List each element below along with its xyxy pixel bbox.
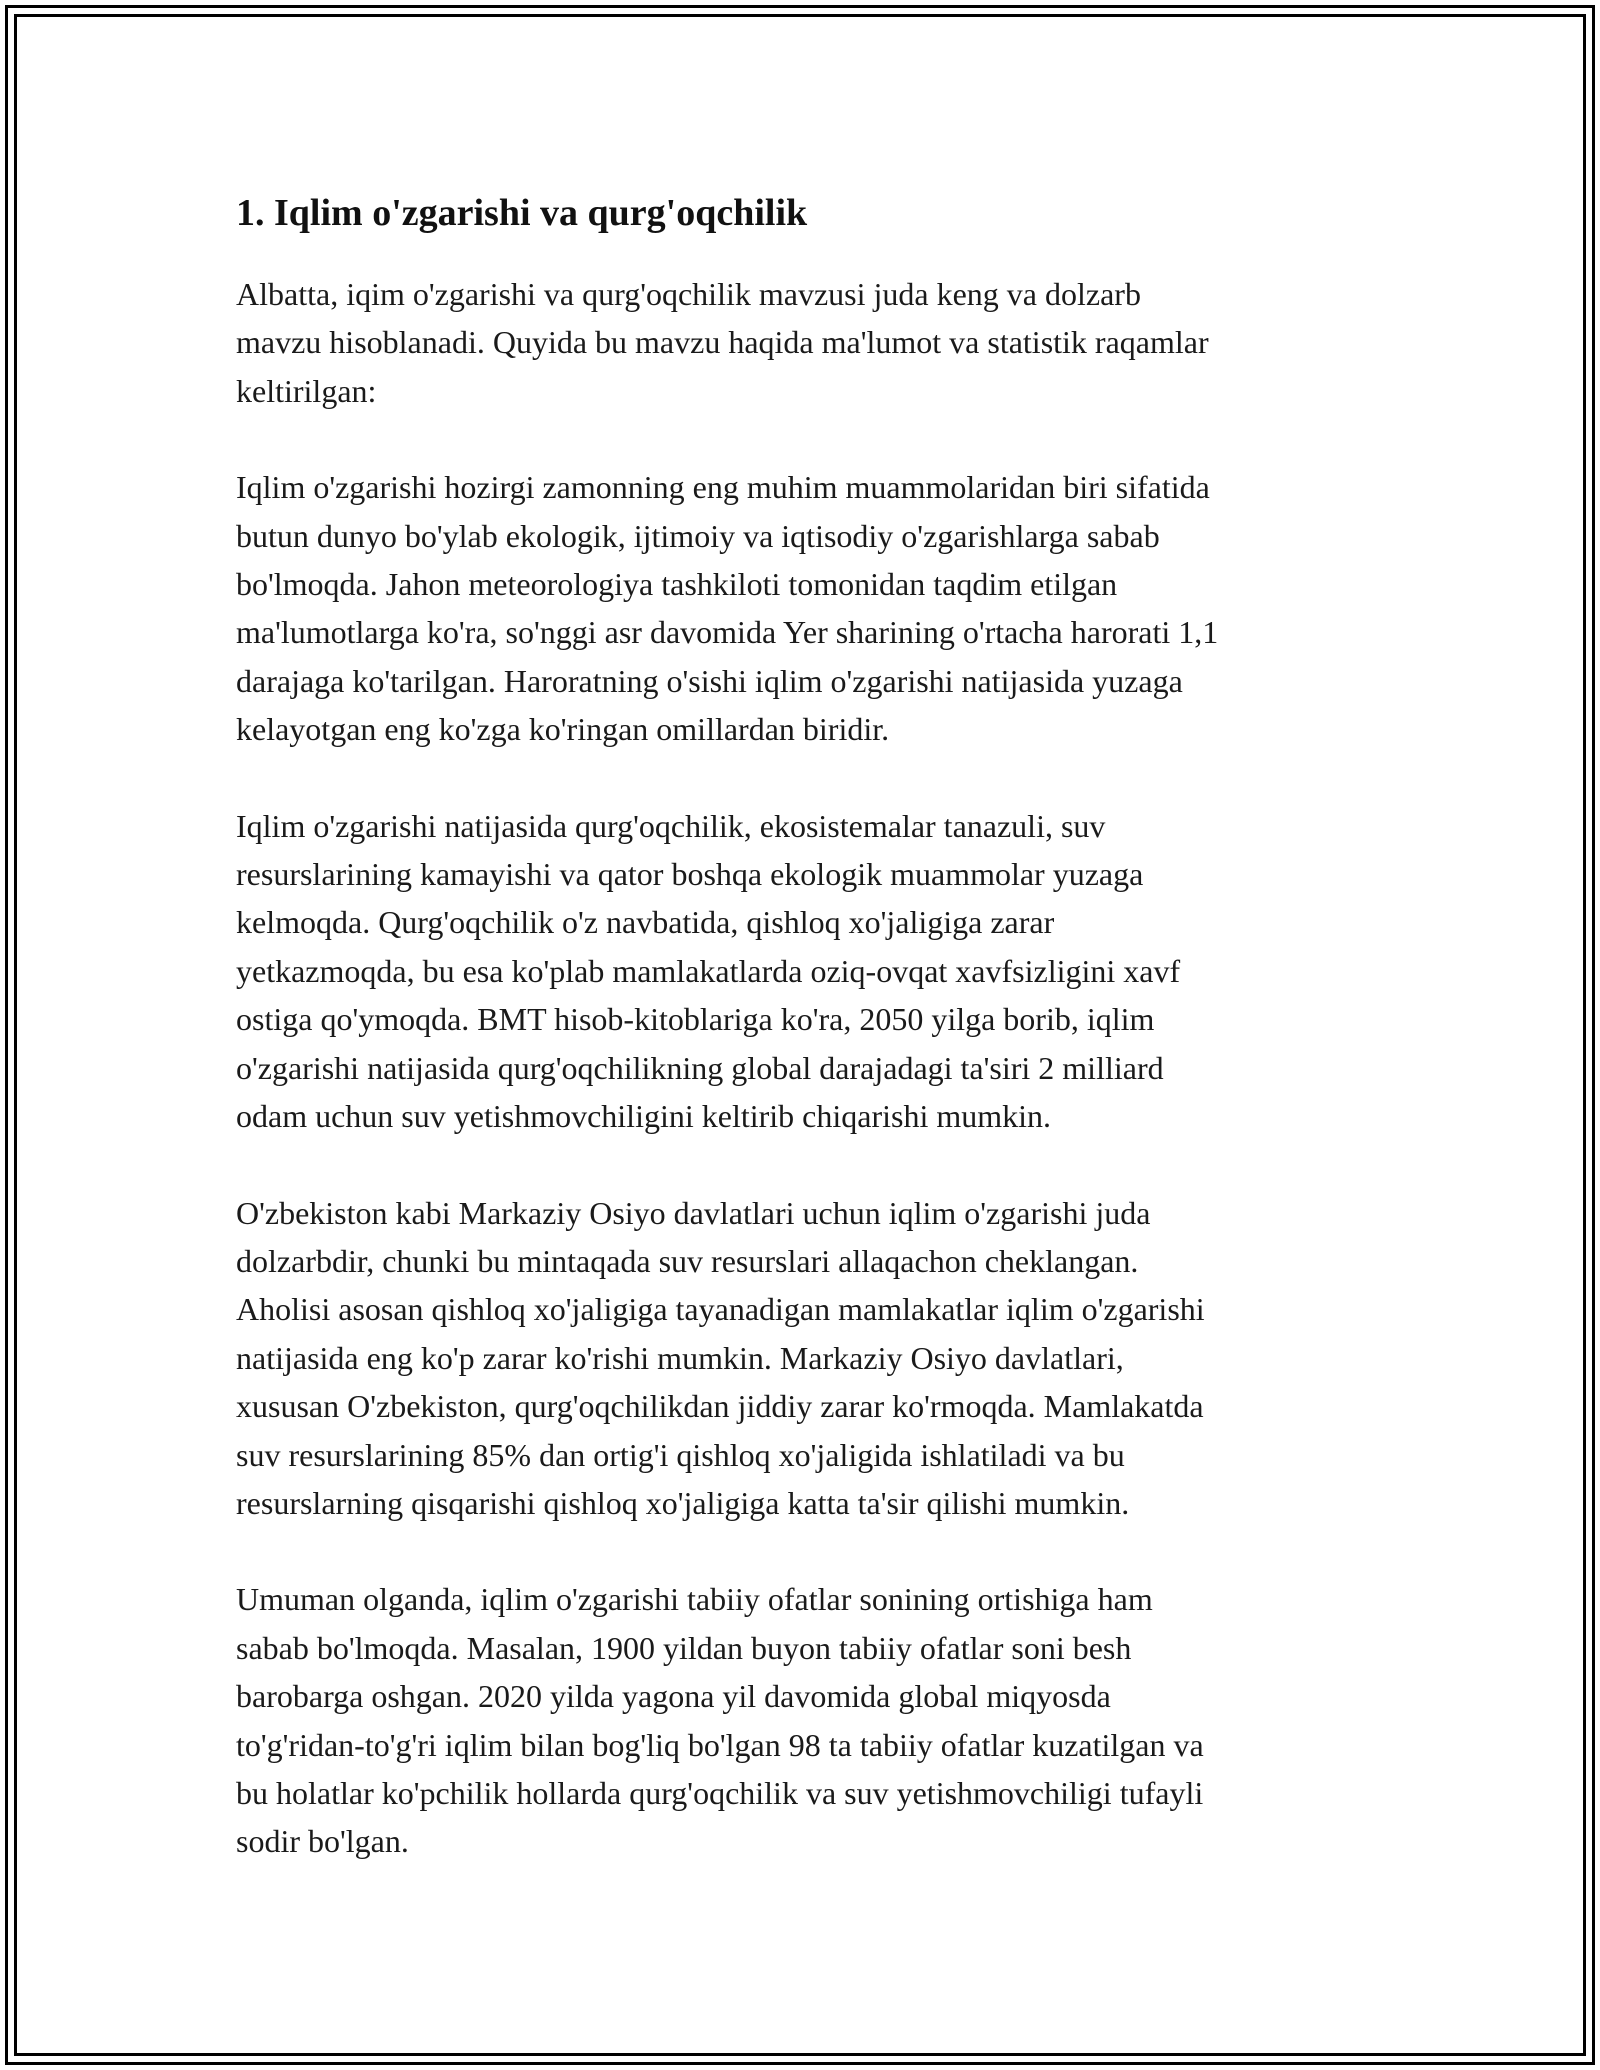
- paragraph-intro: Albatta, iqim o'zgarishi va qurg'oqchilik mavzusi juda keng va dolzarb mavzu hisoblanadi. Quyida bu mavzu haqida ma'lumot va statistik raqamlar keltirilgan:: [236, 276, 1209, 409]
- paragraph-natural-disasters: Umuman olganda, iqlim o'zgarishi tabiiy ofatlar sonining ortishiga ham sabab bo'lmoqda. Masalan, 1900 yildan buyon tabiiy ofatlar soni besh barobarga oshgan. 2020 yilda yagona yil davomida global miqyosda to'g'ridan-to'g'ri iqlim bilan bog'liq bo'lgan 98 ta tabiiy ofatlar kuzatilgan va bu holatlar ko'pchilik hollarda qurg'oqchilik va suv yetishmovchiligi tufayli sodir bo'lgan.: [236, 1581, 1204, 1860]
- paragraph-temperature: Iqlim o'zgarishi hozirgi zamonning eng muhim muammolaridan biri sifatida butun dunyo bo'ylab ekologik, ijtimoiy va iqtisodiy o'zgarishlarga sabab bo'lmoqda. Jahon meteorologiya tashkiloti tomonidan taqdim etilgan ma'lumotlarga ko'ra, so'nggi asr davomida Yer sharining o'rtacha harorati 1,1 darajaga ko'tarilgan. Haroratning o'sishi iqlim o'zgarishi natijasida yuzaga kelayotgan eng ko'zga ko'ringan omillardan biridir.: [236, 469, 1219, 748]
- paragraph-central-asia: O'zbekiston kabi Markaziy Osiyo davlatlari uchun iqlim o'zgarishi juda dolzarbdir, chunki bu mintaqada suv resurslari allaqachon cheklangan. Aholisi asosan qishloq xo'jaligiga tayanadigan mamlakatlar iqlim o'zgarishi natijasida eng ko'p zarar ko'rishi mumkin. Markaziy Osiyo davlatlari, xususan O'zbekiston, qurg'oqchilikdan jiddiy zarar ko'rmoqda. Mamlakatda suv resurslarining 85% dan ortig'i qishloq xo'jaligida ishlatiladi va bu resurslarning qisqarishi qishloq xo'jaligiga katta ta'sir qilishi mumkin.: [236, 1194, 1205, 1521]
- section-heading: 1. Iqlim o'zgarishi va qurg'oqchilik: [236, 192, 808, 234]
- paragraph-drought-effects: Iqlim o'zgarishi natijasida qurg'oqchilik, ekosistemalar tanazuli, suv resurslarining kamayishi va qator boshqa ekologik muammolar yuzaga kelmoqda. Qurg'oqchilik o'z navbatida, qishloq xo'jaligiga zarar yetkazmoqda, bu esa ko'plab mamlakatlarda oziq-ovqat xavfsizligini xavf ostiga qo'ymoqda. BMT hisob-kitoblariga ko'ra, 2050 yilga borib, iqlim o'zgarishi natijasida qurg'oqchilikning global darajadagi ta'siri 2 milliard odam uchun suv yetishmovchiligini keltirib chiqarishi mumkin.: [236, 807, 1181, 1135]
- document-body: [236, 186, 1396, 1914]
